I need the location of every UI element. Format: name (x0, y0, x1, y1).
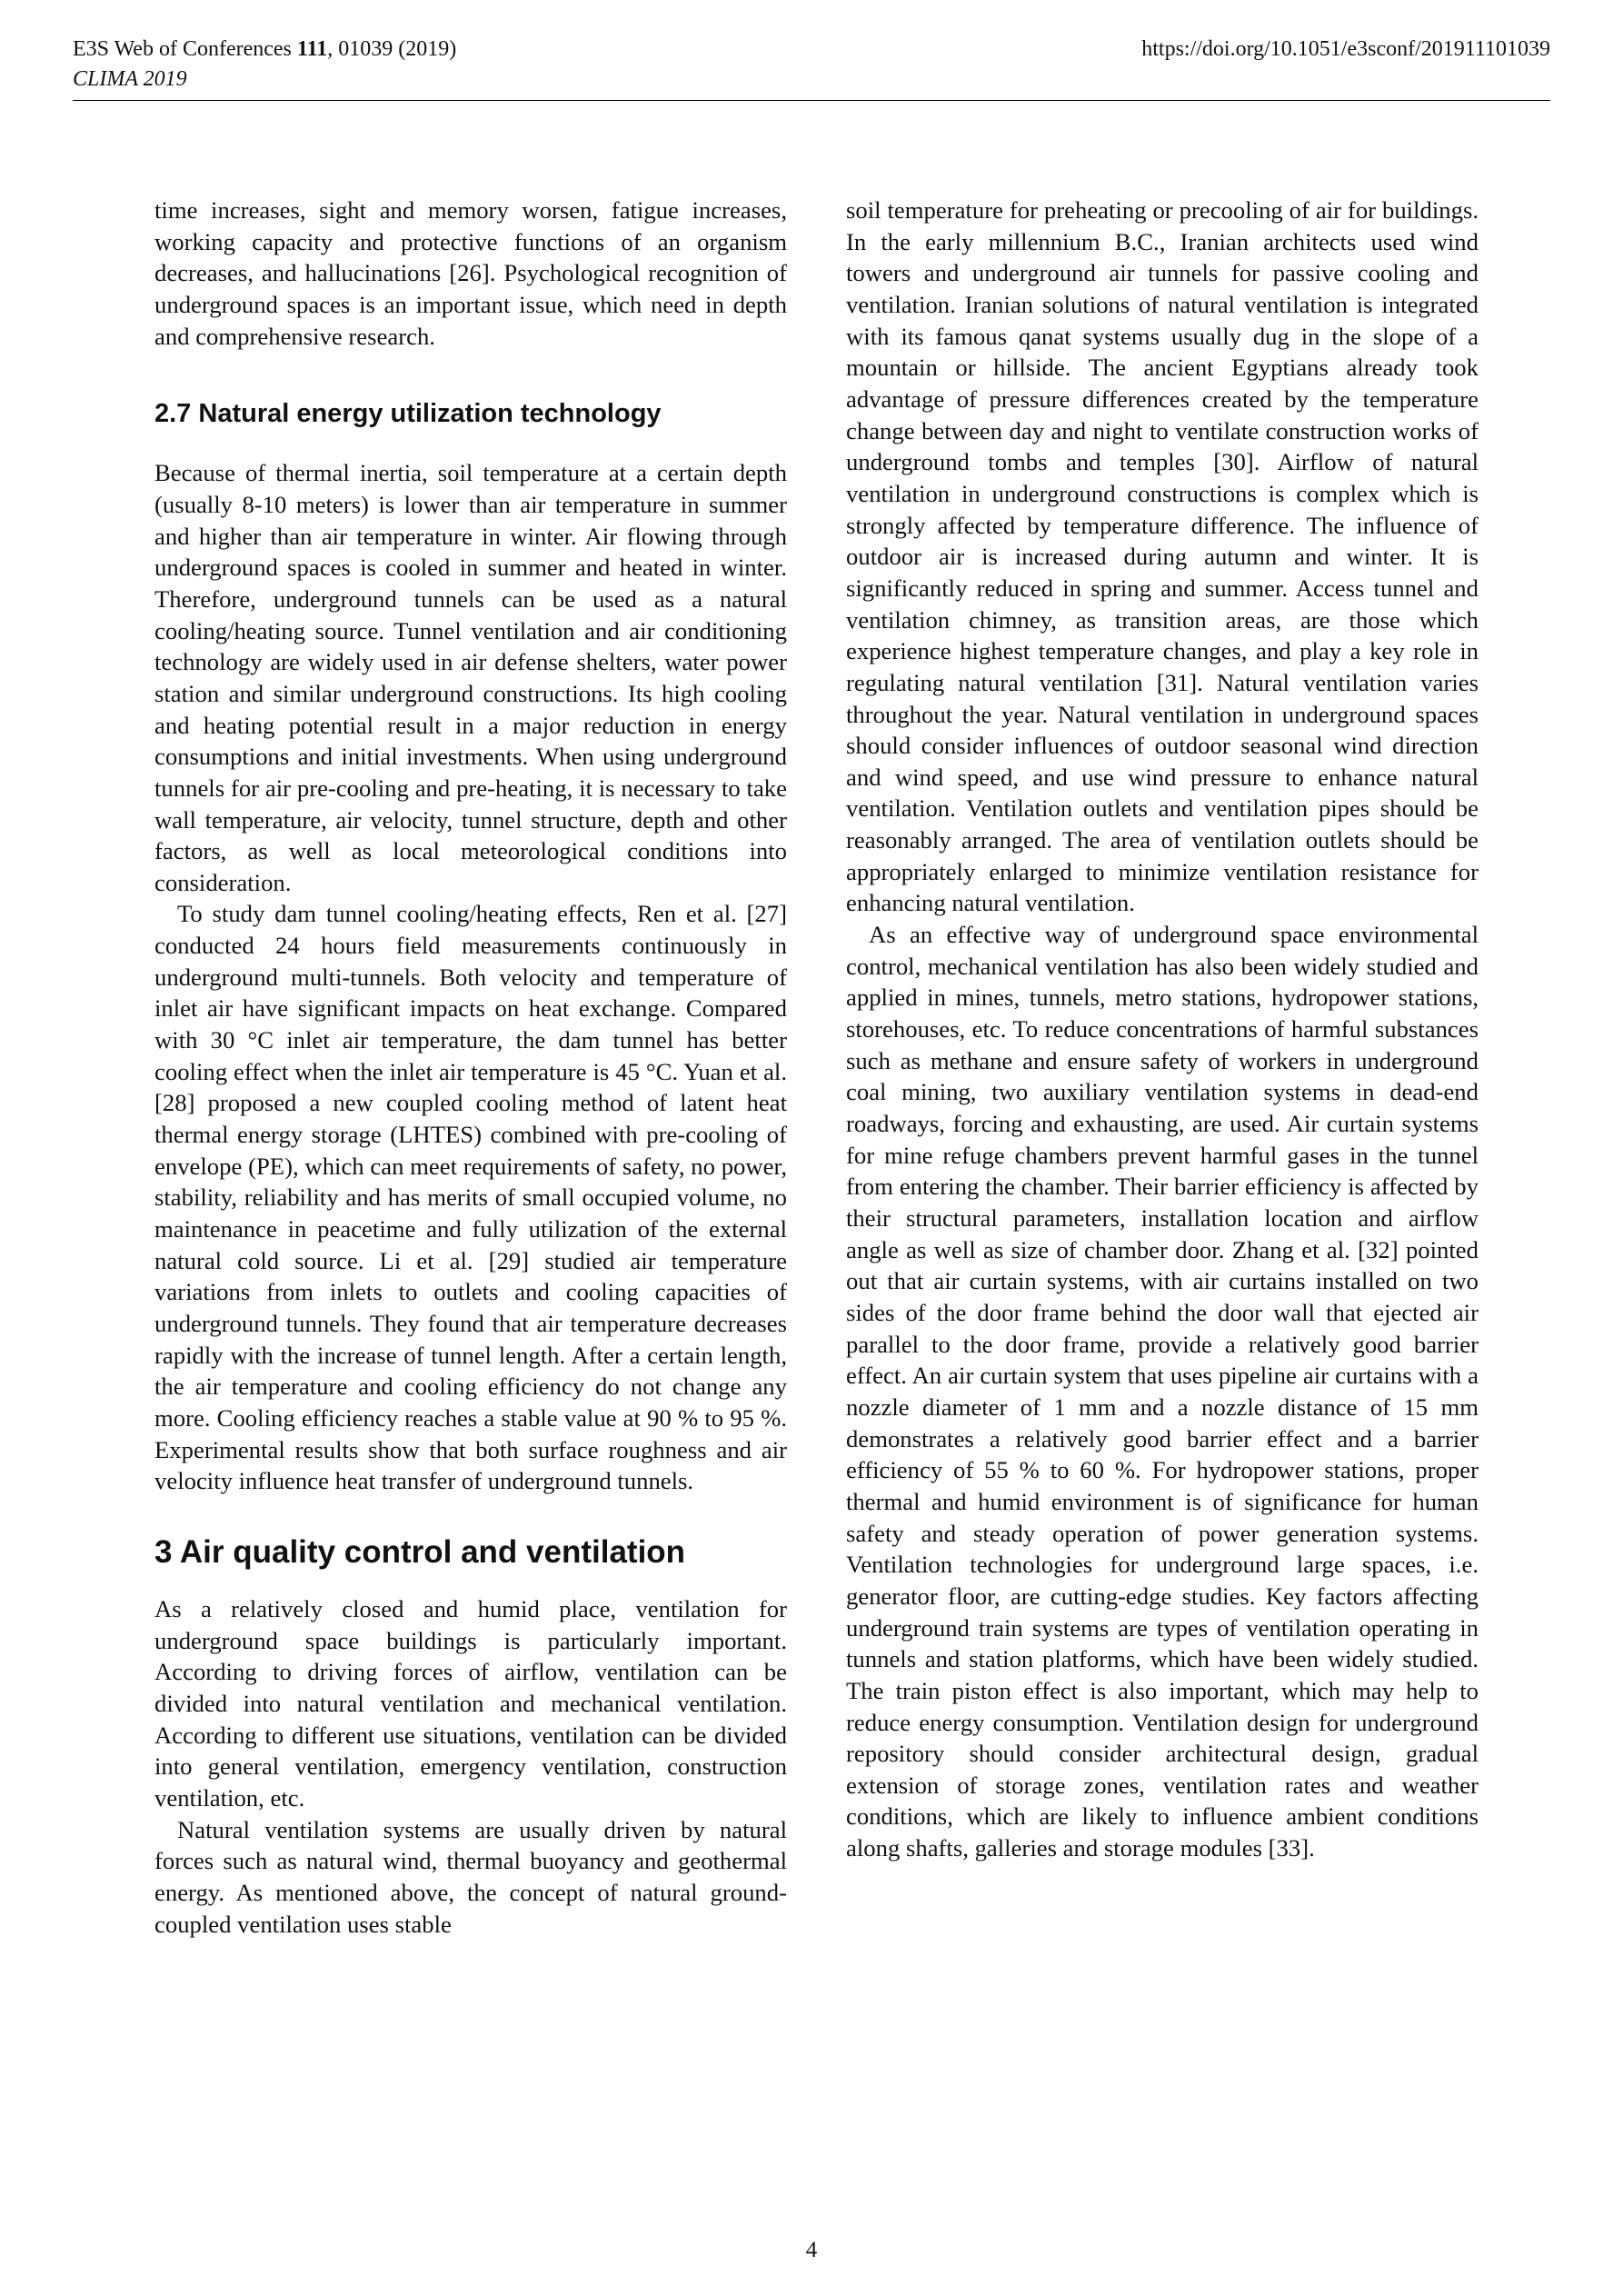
page-header (73, 35, 1550, 101)
paragraph: Natural ventilation systems are usually driven by natural forces such as natural wind, thermal buoyancy and geothermal energy. As mentioned above, the concept of natural ground-coupled ventilation uses stable (154, 1815, 787, 1938)
paragraph: As a relatively closed and humid place, ventilation for underground space buildings is particularly important. According to driving forces of airflow, ventilation can be divided into natural ventilation and mechanical ventilation. According to different use situations, ventilation can be divided into general ventilation, emergency ventilation, construction ventilation, etc. (154, 1594, 787, 1812)
paragraph: To study dam tunnel cooling/heating effects, Ren et al. [27] conducted 24 hours field measurements continuously in underground multi-tunnels. Both velocity and temperature of inlet air have significant impacts on heat exchange. Compared with 30 °C inlet air temperature, the dam tunnel has better cooling effect when the inlet air temperature is 45 °C. Yuan et al. [28] proposed a new coupled cooling method of latent heat thermal energy storage (LHTES) combined with pre-cooling of envelope (PE), which can meet requirements of safety, no power, stability, reliability and has merits of small occupied volume, no maintenance in peacetime and fully utilization of the external natural cold source. Li et al. [29] studied air temperature variations from inlets to outlets and cooling capacities of underground tunnels. They found that air temperature decreases rapidly with the increase of tunnel length. After a certain length, the air temperature and cooling efficiency do not change any more. Cooling efficiency reaches a stable value at 90 % to 95 %. Experimental results show that both surface roughness and air velocity influence heat transfer of underground tunnels. (154, 900, 787, 1495)
journal-line (73, 35, 456, 65)
paragraph: time increases, sight and memory worsen, fatigue increases, working capacity and protective functions of an organism decreases, and hallucinations [26]. Psychological recognition of underground spaces is an important issue, which need in depth and comprehensive research. (154, 196, 787, 350)
paragraph: soil temperature for preheating or precooling of air for buildings. In the early millennium B.C., Iranian architects used wind towers and underground air tunnels for passive cooling and ventilation. Iranian solutions of natural ventilation is integrated with its famous qanat systems usually dug in the slope of a mountain or hillside. The ancient Egyptians already took advantage of pressure differences created by the temperature change between day and night to ventilate construction works of underground tombs and temples [30]. Airflow of natural ventilation in underground constructions is complex which is strongly affected by temperature difference. The influence of outdoor air is increased during autumn and winter. It is significantly reduced in spring and summer. Access tunnel and ventilation chimney, as transition areas, are those which experience highest temperature changes, and play a key role in regulating natural ventilation [31]. Natural ventilation varies throughout the year. Natural ventilation in underground spaces should consider influences of outdoor seasonal wind direction and wind speed, and use wind pressure to enhance natural ventilation. Ventilation outlets and ventilation pipes should be reasonably arranged. The area of ventilation outlets should be appropriately enlarged to minimize ventilation resistance for enhancing natural ventilation. (846, 196, 1479, 917)
article-number: , 01039 (2019) (327, 37, 457, 61)
journal-citation (73, 35, 456, 95)
journal-volume: 111 (296, 37, 328, 61)
section-heading-3: 3 Air quality control and ventilation (154, 1533, 686, 1570)
journal-name: E3S Web of Conferences (73, 37, 297, 61)
paragraph: Because of thermal inertia, soil temperature at a certain depth (usually 8-10 meters) is lower than air temperature in summer and higher than air temperature in winter. Air flowing through underground spaces is cooled in summer and heated in winter. Therefore, underground tunnels can be used as a natural cooling/heating source. Tunnel ventilation and air conditioning technology are widely used in air defense shelters, water power station and similar underground constructions. Its high cooling and heating potential result in a major reduction in energy consumptions and initial investments. When using underground tunnels for air pre-cooling and pre-heating, it is necessary to take wall temperature, air velocity, tunnel structure, depth and other factors, as well as local meteorological conditions into consideration. (154, 459, 787, 896)
right-column (846, 195, 1479, 1864)
section-heading-2-7: 2.7 Natural energy utilization technology (154, 399, 662, 429)
page-number: 4 (805, 2238, 818, 2262)
paragraph: As an effective way of underground space environmental control, mechanical ventilation has also been widely studied and applied in mines, tunnels, metro stations, hydropower stations, storehouses, etc. To reduce concentrations of harmful substances such as methane and ensure safety of workers in underground coal mining, two auxiliary ventilation systems in dead-end roadways, forcing and exhausting, are used. Air curtain systems for mine refuge chambers prevent harmful gases in the tunnel from entering the chamber. Their barrier efficiency is affected by their structural parameters, installation location and airflow angle as well as size of chamber door. Zhang et al. [32] pointed out that air curtain systems, with air curtains installed on two sides of the door frame behind the door wall that ejected air parallel to the door frame, provide a relatively good barrier effect. An air curtain system that uses pipeline air curtains with a nozzle diameter of 1 mm and a nozzle distance of 15 mm demonstrates a relatively good barrier effect and a barrier efficiency of 55 % to 60 %. For hydropower stations, proper thermal and humid environment is of significance for human safety and steady operation of power generation systems. Ventilation technologies for underground large spaces, i.e. generator floor, are cutting-edge studies. Key factors affecting underground train systems are types of ventilation operating in tunnels and station platforms, which have been widely studied. The train piston effect is also important, which may help to reduce energy consumption. Ventilation design for underground repository should consider architectural design, gradual extension of storage zones, ventilation rates and weather conditions, which are likely to influence ambient conditions along shafts, galleries and storage modules [33]. (846, 921, 1479, 1862)
doi-link[interactable]: https://doi.org/10.1051/e3sconf/201911101039 (1141, 37, 1550, 61)
conference-name: CLIMA 2019 (73, 67, 187, 91)
left-column (154, 195, 787, 1940)
